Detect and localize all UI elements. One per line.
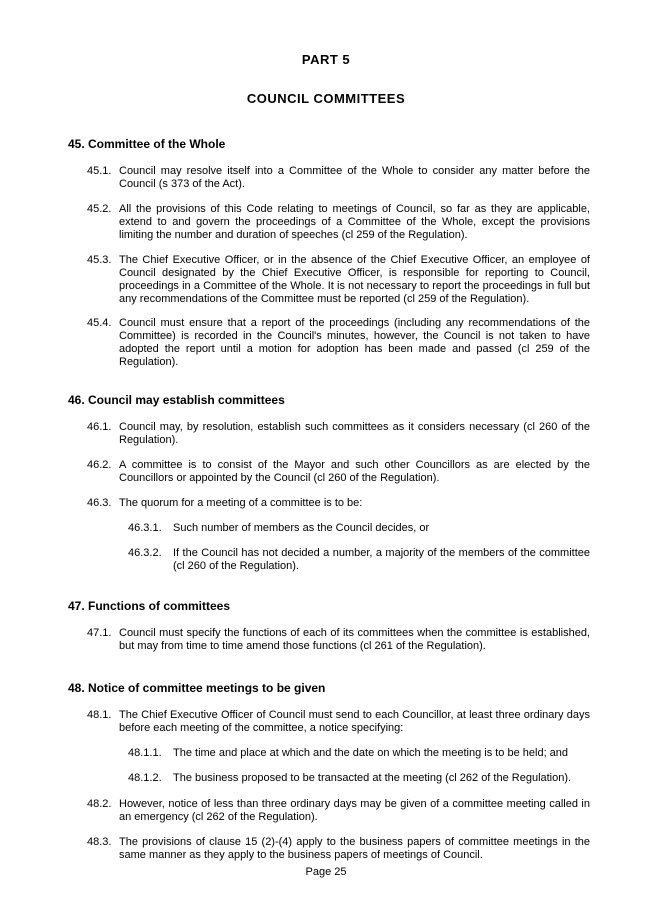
clause-text: Council may resolve itself into a Committee of the Whole to consider any matter before the Council (s 373 of the Act). xyxy=(119,165,590,190)
clause-number: 45.2. xyxy=(87,203,112,215)
clause-text: Council must specify the functions of each of its committees when the committee is established, but may from time to time amend those functions (cl 261 of the Regulation). xyxy=(119,627,590,652)
subclause-48-1-1 xyxy=(128,747,590,760)
clause-48-3 xyxy=(87,836,590,862)
section-heading-48: 48. Notice of committee meetings to be given xyxy=(68,681,326,695)
subclause-number: 46.3.2. xyxy=(128,547,162,559)
section-heading-46: 46. Council may establish committees xyxy=(68,393,285,407)
clause-text: The provisions of clause 15 (2)-(4) apply to the business papers of committee meetings in the same manner as they apply to the business papers of meetings of Council. xyxy=(119,836,590,861)
section-heading-47: 47. Functions of committees xyxy=(68,599,231,613)
clause-number: 48.3. xyxy=(87,836,112,848)
clause-text: However, notice of less than three ordinary days may be given of a committee meeting called in an emergency (cl 262 of the Regulation). xyxy=(119,798,590,823)
section-heading-45: 45. Committee of the Whole xyxy=(68,137,226,151)
subclause-48-1-2 xyxy=(128,772,590,785)
clause-number: 45.3. xyxy=(87,254,112,266)
clause-text: The Chief Executive Officer of Council must send to each Councillor, at least three ordinary days before each meeting of the committee, a notice specifying: xyxy=(119,709,590,734)
subclause-text: Such number of members as the Council decides, or xyxy=(173,522,430,534)
clause-45-3 xyxy=(87,254,590,306)
subclause-text: The business proposed to be transacted at the meeting (cl 262 of the Regulation). xyxy=(173,772,572,784)
clause-48-2 xyxy=(87,798,590,824)
clause-47-1 xyxy=(87,627,590,653)
part-title: COUNCIL COMMITTEES xyxy=(246,91,406,106)
clause-number: 46.3. xyxy=(87,497,112,509)
clause-number: 48.2. xyxy=(87,798,112,810)
clause-number: 46.2. xyxy=(87,459,112,471)
clause-46-1 xyxy=(87,421,590,447)
clause-45-2 xyxy=(87,203,590,242)
clause-text: The Chief Executive Officer, or in the absence of the Chief Executive Officer, an employee of Council designated by the Chief Executive Officer, is responsible for reporting to Council, proceedings in a Committee of the Whole. It is not necessary to report the proceedings in full but any recommendations of the Committee must be reported (cl 259 of the Regulation). xyxy=(119,254,590,305)
subclause-number: 48.1.2. xyxy=(128,772,162,784)
clause-number: 47.1. xyxy=(87,627,112,639)
clause-number: 45.1. xyxy=(87,165,112,177)
clause-46-2 xyxy=(87,459,590,485)
clause-text: All the provisions of this Code relating to meetings of Council, so far as they are applicable, extend to and govern the proceedings of a Committee of the Whole, except the provisions limiting the number and duration of speeches (cl 259 of the Regulation). xyxy=(119,203,590,241)
subclause-number: 48.1.1. xyxy=(128,747,162,759)
page-number: Page 25 xyxy=(305,866,347,878)
clause-text: Council may, by resolution, establish such committees as it considers necessary (cl 260 of the Regulation). xyxy=(119,421,590,446)
subclause-46-3-2 xyxy=(128,547,590,573)
clause-45-1 xyxy=(87,165,590,191)
subclause-46-3-1 xyxy=(128,522,590,535)
clause-text: A committee is to consist of the Mayor and such other Councillors as are elected by the Councillors or appointed by the Council (cl 260 of the Regulation). xyxy=(119,459,590,484)
clause-number: 48.1. xyxy=(87,709,112,721)
clause-48-1 xyxy=(87,709,590,735)
clause-46-3 xyxy=(87,497,590,510)
subclause-text: If the Council has not decided a number, a majority of the members of the committee (cl 260 of the Regulation). xyxy=(173,547,590,572)
clause-number: 46.1. xyxy=(87,421,112,433)
subclause-text: The time and place at which and the date on which the meeting is to be held; and xyxy=(173,747,569,759)
clause-number: 45.4. xyxy=(87,317,112,329)
part-heading: PART 5 xyxy=(301,52,351,67)
clause-45-4 xyxy=(87,317,590,369)
subclause-number: 46.3.1. xyxy=(128,522,162,534)
clause-text: Council must ensure that a report of the proceedings (including any recommendations of the Committee) is recorded in the Council's minutes, however, the Council is not taken to have adopted the report until a motion for adoption has been made and passed (cl 259 of the Regulation). xyxy=(119,317,590,368)
clause-text: The quorum for a meeting of a committee is to be: xyxy=(119,497,363,509)
